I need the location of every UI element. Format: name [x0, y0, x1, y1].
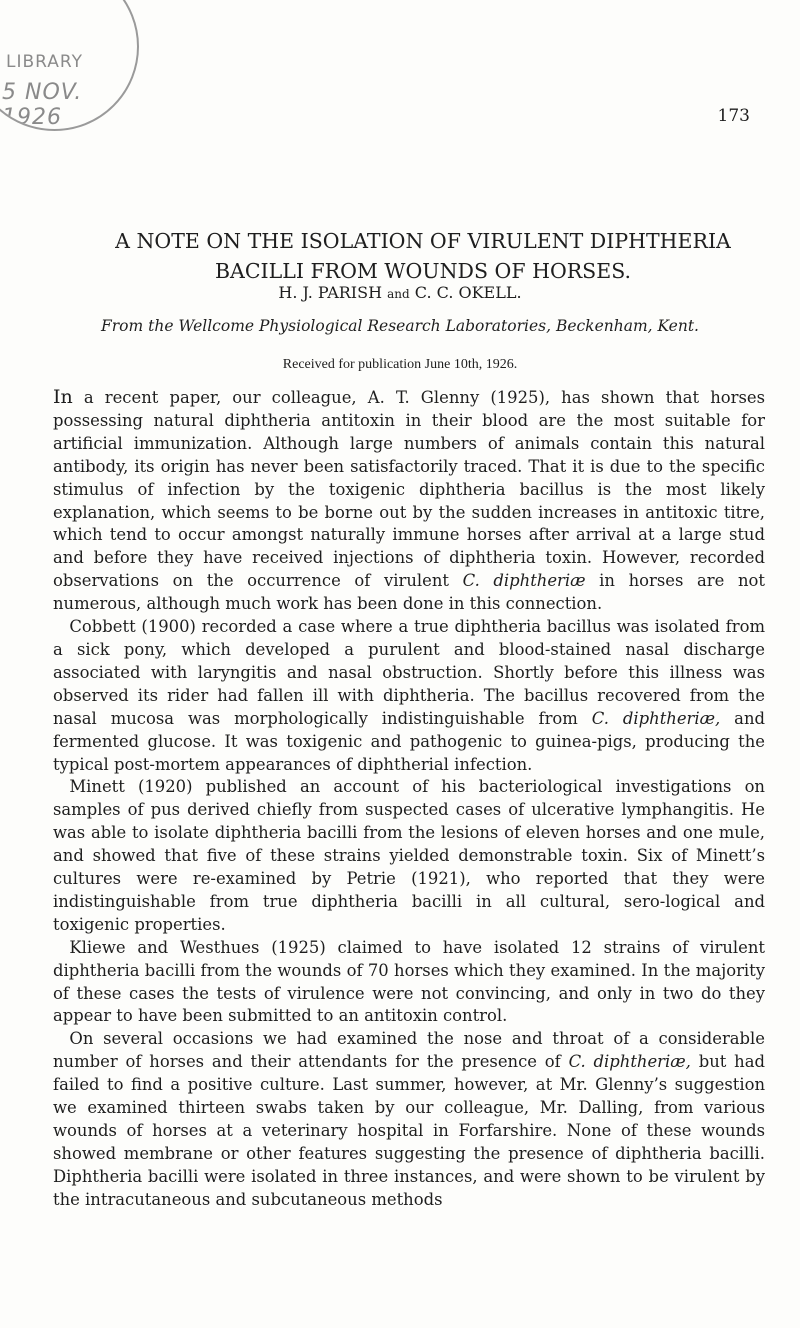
authors: [0, 283, 800, 302]
paragraph-2: Cobbett (1900) recorded a case where a true diphtheria bacillus was isolated from a sick pony, which developed a purulent and blood-stained nasal discharge associated with laryngitis and nasal obstruction. Shortly before this illness was observed its rider had fallen ill with diphtheria. The bacillus recovered from the nasal mucosa was morphologically indistinguishable from C. diphtheriæ, and fermented glucose. It was toxigenic and pathogenic to guinea-pigs, producing the typical post-mortem appearances of diphtherial infection.: [53, 617, 766, 774]
article-title: [78, 226, 768, 286]
author-2: C. C. OKELL.: [414, 283, 522, 302]
author-1: H. J. PARISH: [278, 283, 383, 302]
paragraph-4: Kliewe and Westhues (1925) claimed to have isolated 12 strains of virulent diphtheria bacilli from the wounds of 70 horses which they examined. In the majority of these cases the tests of virulence were not convincing, and only in two do they appear to have been submitted to an antitoxin control.: [53, 937, 765, 1026]
article-body: [53, 386, 765, 1212]
authors-conjunction: and: [387, 287, 410, 301]
species-name: C. diphtheriæ,: [591, 708, 721, 728]
paragraph-1: In a recent paper, our colleague, A. T. Glenny (1925), has shown that horses possessing natural diphtheria antitoxin in their blood are the most suitable for artificial immunization. Although large numbers of animals contain this natural antibody, its origin has never been satisfactorily traced. That it is due to the specific stimulus of infection by the toxigenic diphtheria bacillus is the most likely explanation, which seems to be borne out by the sudden increases in antitoxic titre, which tend to occur amongst naturally immune horses after arrival at a large stud and before they have received injections of diphtheria toxin. However, recorded observations on the occurrence of virulent C. diphtheriæ in horses are not numerous, although much work has been done in this connection.: [53, 386, 765, 614]
stamp-line-date: 5 NOV. 1926: [2, 80, 83, 130]
species-name: C. diphtheriæ,: [568, 1052, 691, 1072]
title-line-1: A NOTE ON THE ISOLATION OF VIRULENT DIPHTHERIA: [115, 229, 731, 253]
species-name: C. diphtheriæ: [462, 571, 586, 591]
paragraph-5: On several occasions we had examined the nose and throat of a considerable number of horses and their attendants for the presence of C. diphtheriæ, but had failed to find a positive culture. Last summer, however, at Mr. Glenny’s suggestion we examined thirteen swabs taken by our colleague, Mr. Dalling, from various wounds of horses at a veterinary hospital in Forfarshire. None of these wounds showed membrane or other features suggesting the presence of diphtheria bacilli. Diphtheria bacilli were isolated in three instances, and were shown to be virulent by the intracutaneous and subcutaneous methods: [53, 1029, 765, 1209]
page-number: 173: [717, 106, 750, 126]
affiliation: From the Wellcome Physiological Research Laboratories, Beckenham, Kent.: [101, 317, 699, 335]
stamp-line-library: LIBRARY: [6, 52, 84, 72]
library-stamp: [0, 0, 139, 131]
title-line-2: BACILLI FROM WOUNDS OF HORSES.: [214, 259, 632, 283]
received-date: Received for publication June 10th, 1926.: [282, 357, 518, 372]
paragraph-3: Minett (1920) published an account of his bacteriological investigations on samples of pus derived chiefly from suspected cases of ulcerative lymphangitis. He was able to isolate diphtheria bacilli from the lesions of eleven horses and one mule, and showed that five of these strains yielded demonstrable toxin. Six of Minett’s cultures were re-examined by Petrie (1921), who reported that they were indistinguishable from true diphtheria bacilli in all cultural, sero-logical and toxigenic properties.: [53, 777, 765, 934]
lead-word: In: [53, 386, 73, 408]
